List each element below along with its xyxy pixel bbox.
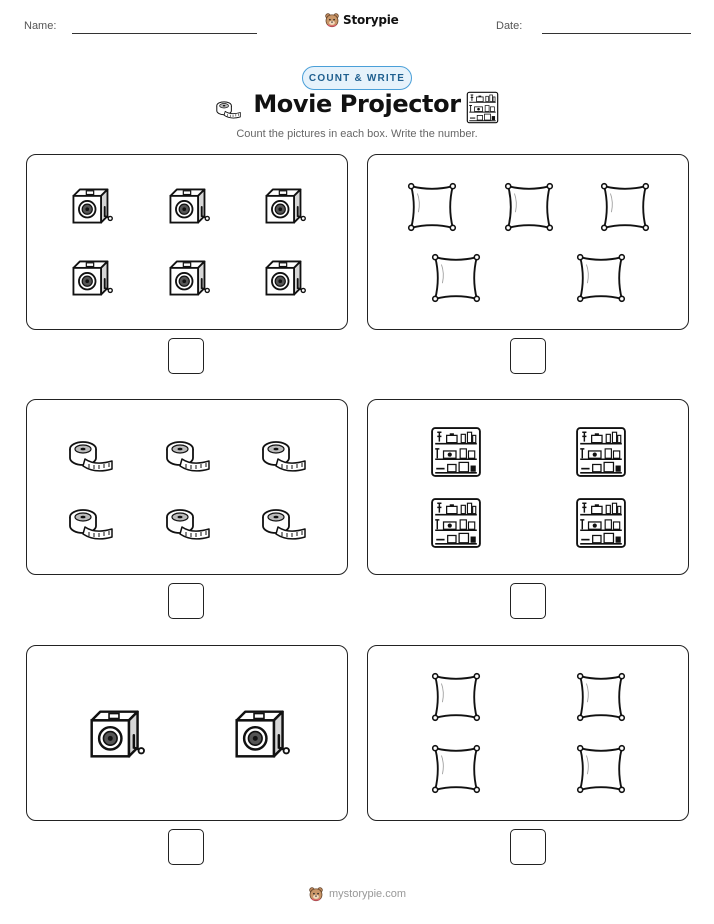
movie-screen-icon xyxy=(430,743,482,795)
movie-projector-icon xyxy=(67,255,113,301)
count-box-1 xyxy=(26,154,348,330)
movie-screen-icon xyxy=(575,252,627,304)
movie-projector-icon xyxy=(260,255,306,301)
count-box-6 xyxy=(367,645,689,821)
name-label: Name: xyxy=(24,20,57,32)
answer-box-1[interactable] xyxy=(168,338,204,374)
movie-screen-icon xyxy=(503,181,555,233)
film-reel-icon xyxy=(258,428,308,478)
film-reel-icon xyxy=(162,428,212,478)
date-label: Date: xyxy=(496,20,523,32)
film-reel-icon xyxy=(162,496,212,546)
bear-mascot-icon xyxy=(308,886,324,902)
movie-screen-icon xyxy=(575,671,627,723)
date-line[interactable] xyxy=(542,33,691,34)
count-box-4 xyxy=(367,399,689,575)
answer-box-5[interactable] xyxy=(168,829,204,865)
movie-projector-icon xyxy=(164,255,210,301)
movie-screen-icon xyxy=(599,181,651,233)
count-box-5 xyxy=(26,645,348,821)
equipment-shelf-icon xyxy=(466,91,499,124)
movie-screen-icon xyxy=(406,181,458,233)
name-line[interactable] xyxy=(72,33,257,34)
answer-box-3[interactable] xyxy=(168,583,204,619)
movie-projector-icon xyxy=(83,703,145,765)
film-reel-icon xyxy=(65,496,115,546)
movie-screen-icon xyxy=(430,252,482,304)
equipment-shelf-icon xyxy=(575,426,627,478)
brand-name: Storypie xyxy=(343,13,399,27)
film-reel-icon xyxy=(258,496,308,546)
instructions: Count the pictures in each box. Write the number. xyxy=(236,128,478,140)
count-write-badge: COUNT & WRITE xyxy=(302,66,412,90)
movie-projector-icon xyxy=(260,183,306,229)
count-box-3 xyxy=(26,399,348,575)
movie-projector-icon xyxy=(228,703,290,765)
movie-projector-icon xyxy=(67,183,113,229)
equipment-shelf-icon xyxy=(575,497,627,549)
answer-box-6[interactable] xyxy=(510,829,546,865)
film-reel-icon xyxy=(65,428,115,478)
footer-url: mystorypie.com xyxy=(328,888,407,900)
count-box-2 xyxy=(367,154,689,330)
equipment-shelf-icon xyxy=(430,497,482,549)
movie-screen-icon xyxy=(430,671,482,723)
bear-mascot-icon xyxy=(324,12,340,28)
movie-screen-icon xyxy=(575,743,627,795)
equipment-shelf-icon xyxy=(430,426,482,478)
answer-box-2[interactable] xyxy=(510,338,546,374)
movie-projector-icon xyxy=(164,183,210,229)
footer xyxy=(0,886,714,902)
page-title: Movie Projector xyxy=(253,90,461,118)
brand-logo xyxy=(324,12,399,28)
answer-box-4[interactable] xyxy=(510,583,546,619)
